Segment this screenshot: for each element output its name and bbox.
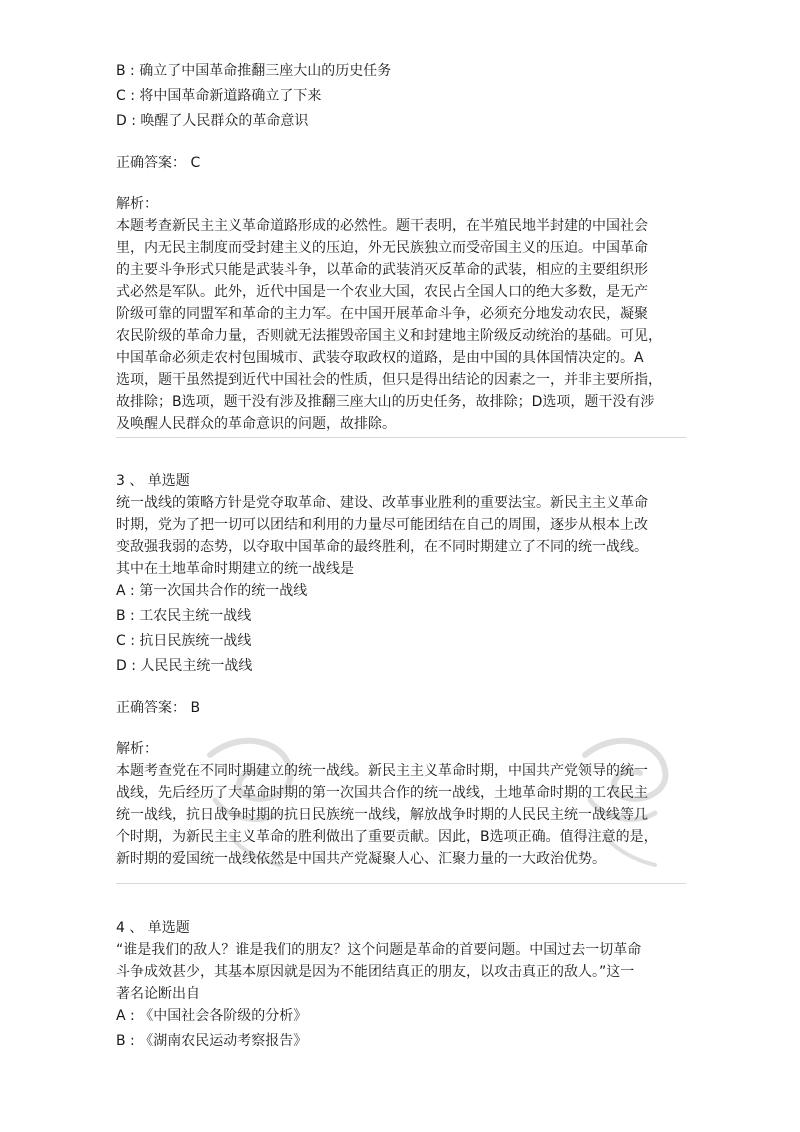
q2-analysis-line: 的主要斗争形式只能是武装斗争，以革命的武装消灭反革命的武装，相应的主要组织形 — [116, 262, 648, 278]
q4-option-b[interactable]: B : 《湖南农民运动考察报告》 — [116, 1033, 308, 1049]
q2-option-b[interactable]: B : 确立了中国革命推翻三座大山的历史任务 — [116, 63, 392, 79]
q2-analysis-line: 中国革命必须走农村包围城市、武装夺取政权的道路，是由中国的具体国情决定的。A — [116, 350, 644, 366]
q3-option-a[interactable]: A : 第一次国共合作的统一战线 — [116, 583, 308, 599]
q3-header: 3 、 单选题 — [116, 473, 190, 489]
q2-analysis-line: 故排除；B选项，题干没有涉及推翻三座大山的历史任务，故排除；D选项，题干没有涉 — [116, 394, 655, 410]
q2-correct-answer: 正确答案： C — [116, 155, 201, 171]
q3-stem — [116, 492, 686, 580]
section-divider — [116, 883, 686, 884]
q4-option-a[interactable]: A : 《中国社会各阶级的分析》 — [116, 1008, 308, 1024]
q2-option-c[interactable]: C : 将中国革命新道路确立了下来 — [116, 88, 322, 104]
q4-stem-line: 斗争成效甚少，其基本原因就是因为不能团结真正的朋友，以攻击真正的敌人。”这一 — [116, 964, 635, 980]
q2-analysis-text — [116, 215, 686, 435]
q3-stem-line: 统一战线的策略方针是党夺取革命、建设、改革事业胜利的重要法宝。新民主主义革命 — [116, 495, 648, 511]
q3-analysis-line: 新时期的爱国统一战线依然是中国共产党凝聚人心、汇聚力量的一大政治优势。 — [116, 851, 606, 867]
q2-analysis-line: 阶级可靠的同盟军和革命的主力军。在中国开展革命斗争，必须充分地发动农民，凝聚 — [116, 306, 648, 322]
q3-analysis-line: 战线，先后经历了大革命时期的第一次国共合作的统一战线，土地革命时期的工农民主 — [116, 785, 648, 801]
q3-analysis-line: 统一战线，抗日战争时期的抗日民族统一战线，解放战争时期的人民民主统一战线等几 — [116, 807, 648, 823]
q4-header: 4 、 单选题 — [116, 920, 190, 936]
q4-stem-line: 著名论断出自 — [116, 986, 200, 1002]
q3-stem-line: 变敌强我弱的态势，以夺取中国革命的最终胜利，在不同时期建立了不同的统一战线。 — [116, 539, 648, 555]
q3-option-d[interactable]: D : 人民民主统一战线 — [116, 658, 253, 674]
q3-option-c[interactable]: C : 抗日民族统一战线 — [116, 633, 252, 649]
q3-analysis-title: 解析： — [116, 741, 158, 757]
q3-stem-line: 时期，党为了把一切可以团结和利用的力量尽可能团结在自己的周围，逐步从根本上改 — [116, 517, 648, 533]
q4-stem-line: “谁是我们的敌人？谁是我们的朋友？这个问题是革命的首要问题。中国过去一切革命 — [116, 942, 642, 958]
q2-option-d[interactable]: D : 唤醒了人民群众的革命意识 — [116, 113, 309, 129]
q2-analysis-line: 式必然是军队。此外，近代中国是一个农业大国，农民占全国人口的绝大多数，是无产 — [116, 284, 648, 300]
q2-analysis-line: 及唤醒人民群众的革命意识的问题，故排除。 — [116, 416, 396, 432]
q2-analysis-line: 农民阶级的革命力量，否则就无法摧毁帝国主义和封建地主阶级反动统治的基础。可见， — [116, 328, 662, 344]
q3-option-b[interactable]: B : 工农民主统一战线 — [116, 608, 252, 624]
q3-analysis-text — [116, 760, 686, 870]
q2-analysis-line: 选项，题干虽然提到近代中国社会的性质，但只是得出结论的因素之一，并非主要所指， — [116, 372, 662, 388]
q3-stem-line: 其中在土地革命时期建立的统一战线是 — [116, 561, 354, 577]
section-divider — [116, 437, 686, 438]
q4-stem — [116, 939, 686, 1005]
q2-analysis-line: 本题考查新民主主义革命道路形成的必然性。题干表明，在半殖民地半封建的中国社会 — [116, 218, 648, 234]
q3-correct-answer: 正确答案： B — [116, 700, 201, 716]
q3-analysis-line: 个时期，为新民主主义革命的胜利做出了重要贡献。因此，B选项正确。值得注意的是， — [116, 829, 658, 845]
q2-analysis-line: 里，内无民主制度而受封建主义的压迫，外无民族独立而受帝国主义的压迫。中国革命 — [116, 240, 648, 256]
q3-analysis-line: 本题考查党在不同时期建立的统一战线。新民主主义革命时期，中国共产党领导的统一 — [116, 763, 648, 779]
q2-analysis-title: 解析： — [116, 196, 158, 212]
